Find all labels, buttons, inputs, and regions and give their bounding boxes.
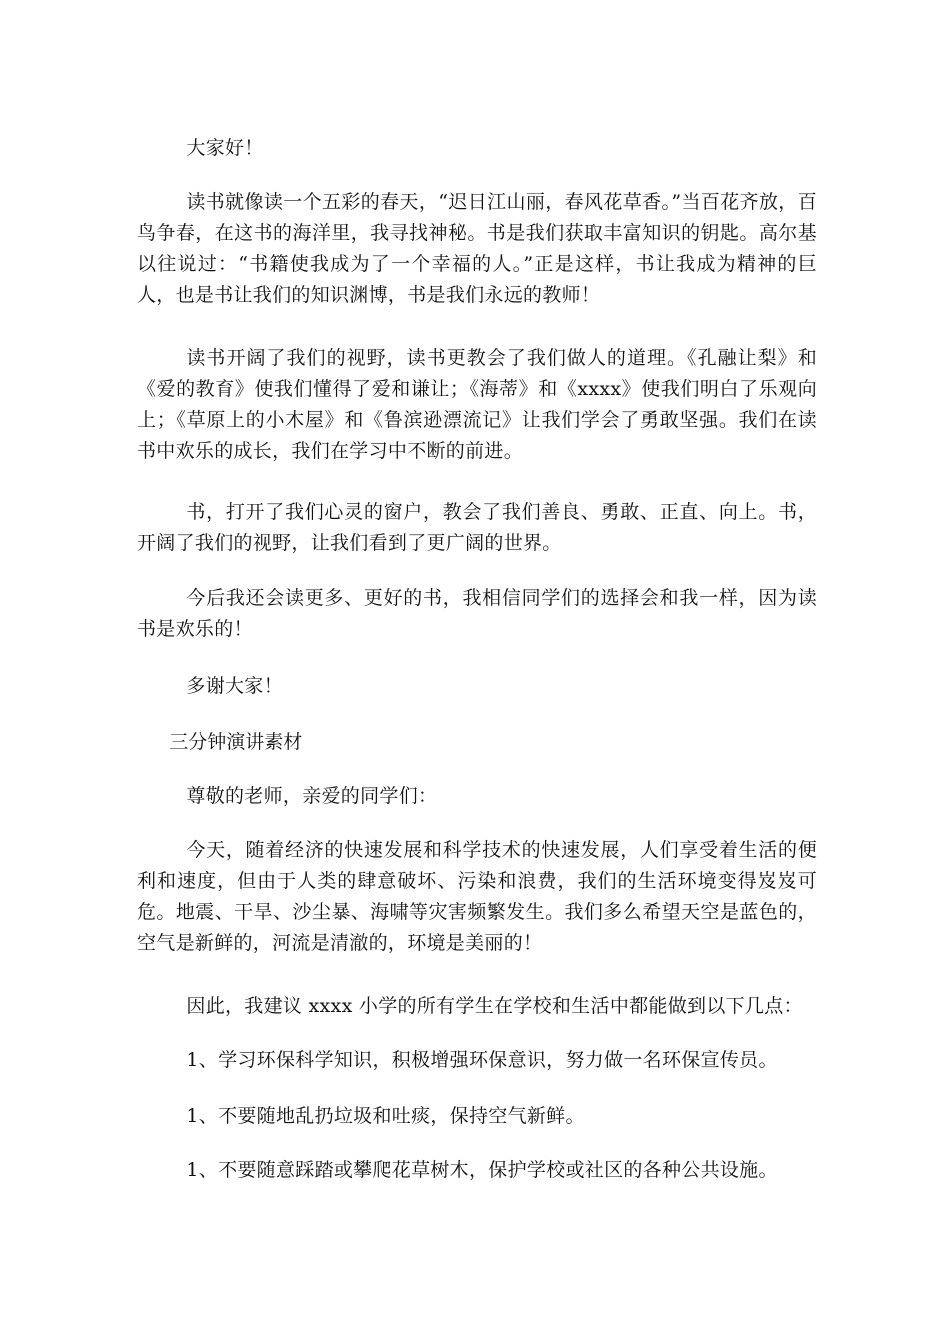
- book-window-paragraph: 书，打开了我们心灵的窗户，教会了我们善良、勇敢、正直、向上。书，开阔了我们的视野，让我们看到了更广阔的世界。: [137, 501, 817, 554]
- future-reading-paragraph: 今后我还会读更多、更好的书，我相信同学们的选择会和我一样，因为读书是欢乐的！: [137, 587, 817, 640]
- speech-material-heading: 三分钟演讲素材: [169, 731, 303, 753]
- proposal-item: 1、学习环保科学知识，积极增强环保意识，努力做一名环保宣传员。: [186, 1049, 778, 1071]
- thanks-paragraph: 多谢大家！: [186, 675, 283, 697]
- reading-horizons-paragraph: 读书开阔了我们的视野，读书更教会了我们做人的道理。《孔融让梨》和《爱的教育》使我们懂得了爱和谦让；《海蒂》和《xxxx》使我们明白了乐观向上；《草原上的小木屋》和《鲁滨逊漂流记》让我们学会了勇敢坚强。我们在读书中欢乐的成长，我们在学习中不断的前进。: [137, 347, 817, 462]
- environment-paragraph: 今天，随着经济的快速发展和科学技术的快速发展，人们享受着生活的便利和速度，但由于人类的肆意破坏、污染和浪费，我们的生活环境变得岌岌可危。地震、干旱、沙尘暴、海啸等灾害频繁发生。我们多么希望天空是蓝色的，空气是新鲜的，河流是清澈的，环境是美丽的！: [137, 839, 817, 954]
- proposal-intro-paragraph: 因此，我建议 xxxx 小学的所有学生在学校和生活中都能做到以下几点：: [186, 995, 803, 1017]
- reading-spring-paragraph: 读书就像读一个五彩的春天，“迟日江山丽，春风花草香。”当百花齐放，百鸟争春，在这书的海洋里，我寻找神秘。书是我们获取丰富知识的钥匙。高尔基以往说过：“书籍使我成为了一个幸福的人。”正是这样，书让我成为精神的巨人，也是书让我们的知识渊博，书是我们永远的教师！: [137, 191, 817, 306]
- proposal-item: 1、不要随意踩踏或攀爬花草树木，保护学校或社区的各种公共设施。: [186, 1159, 778, 1181]
- salutation-paragraph: 尊敬的老师，亲爱的同学们：: [186, 785, 438, 807]
- proposal-item: 1、不要随地乱扔垃圾和吐痰，保持空气新鲜。: [186, 1105, 585, 1127]
- greeting-paragraph: 大家好！: [186, 137, 264, 159]
